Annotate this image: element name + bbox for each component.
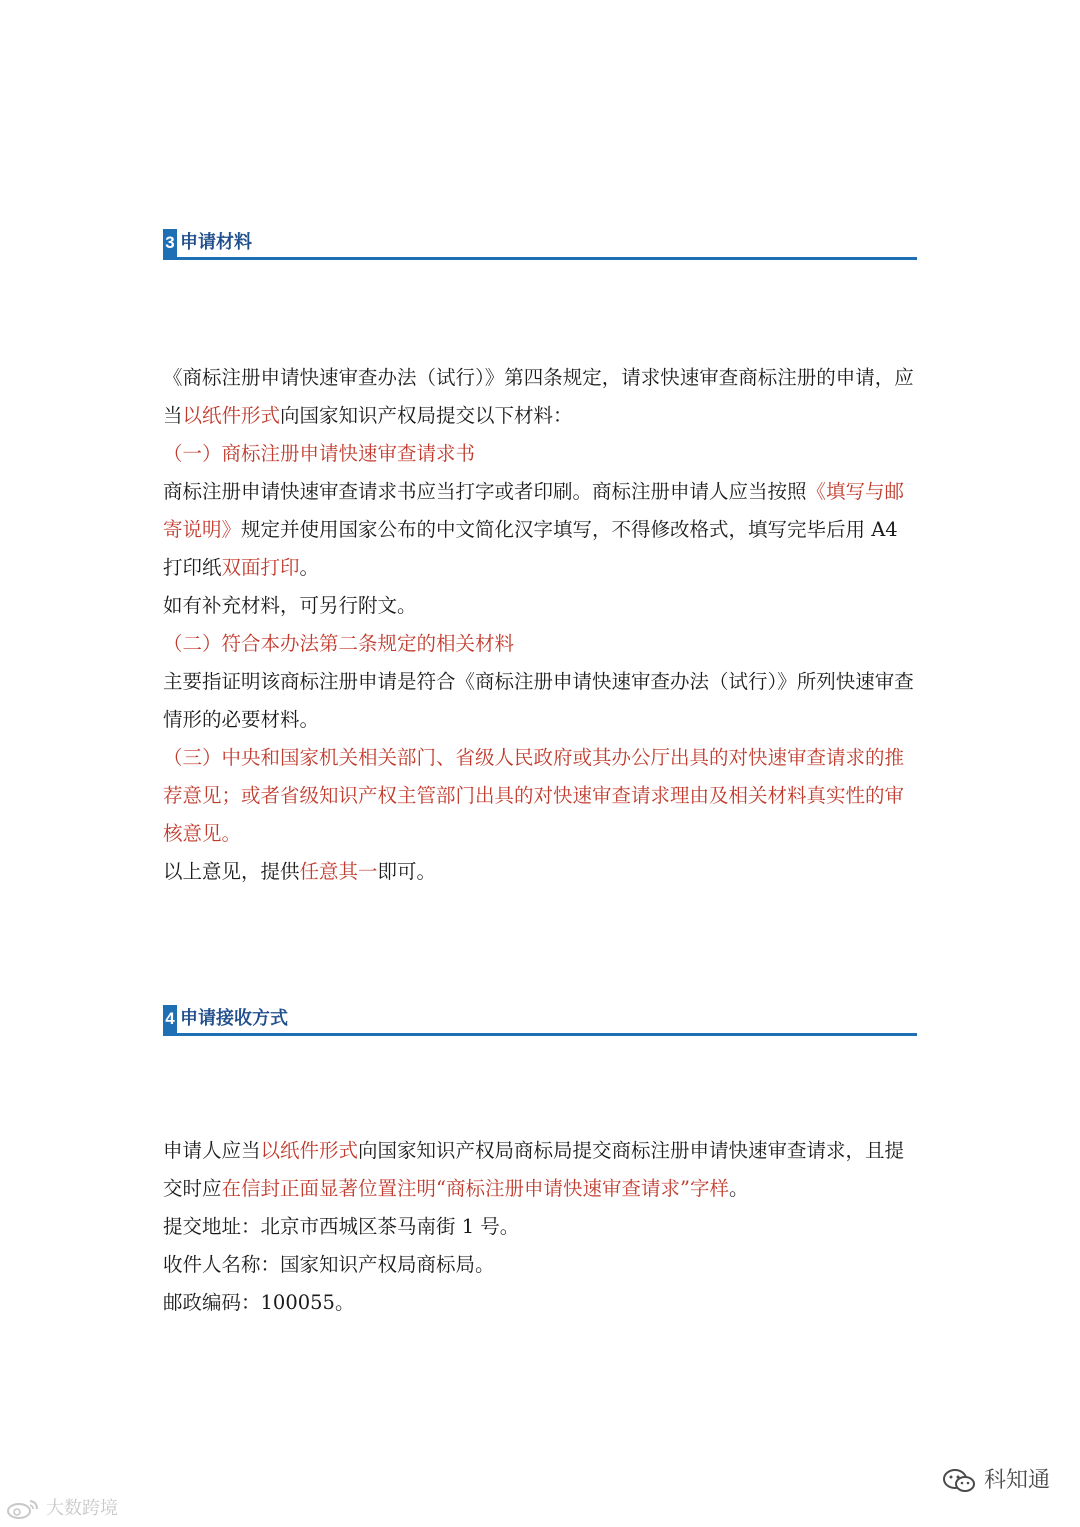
text-run: 规定并使用国家公布的中文简化汉字填写，不得修改格式，填写完毕后用 A4 打印纸: [163, 518, 898, 579]
highlighted-text: 双面打印: [221, 556, 300, 579]
paragraph: [163, 473, 919, 587]
paragraph: [163, 739, 919, 853]
wechat-logo-icon: [942, 1468, 976, 1494]
paragraph: [163, 435, 919, 473]
text-run: 如有补充材料，可另行附文。: [163, 594, 417, 617]
text-run: 提交地址：北京市西城区茶马南街 1 号。: [163, 1215, 520, 1238]
text-run: 主要指证明该商标注册申请是符合《商标注册申请快速审查办法（试行）》所列快速审查情形的必要材料。: [163, 670, 914, 731]
highlighted-text: 以纸件形式: [260, 1139, 359, 1162]
section-3-title: 申请材料: [180, 232, 252, 253]
text-run: 向国家知识产权局商标局提交商标注册申请快速审查请求，且提交时应: [163, 1139, 905, 1200]
watermark-left-text: 大数跨境: [46, 1498, 118, 1519]
text-run: 收件人名称：国家知识产权局商标局。: [163, 1253, 495, 1276]
section-4-number: 4: [163, 1005, 177, 1033]
paragraph: [163, 625, 919, 663]
text-run: 。: [299, 556, 320, 579]
paragraph: [163, 853, 919, 891]
paragraph: [163, 1132, 919, 1208]
text-run: 即可。: [377, 860, 437, 883]
text-run: 。: [728, 1177, 749, 1200]
paragraph: [163, 587, 919, 625]
watermark-left: [6, 1494, 118, 1520]
watermark-right: [942, 1463, 1050, 1494]
paragraph: [163, 1208, 919, 1246]
paragraph: [163, 1284, 919, 1322]
paragraph: [163, 359, 919, 435]
text-run: 商标注册申请快速审查请求书应当打字或者印刷。商标注册申请人应当按照: [163, 480, 807, 503]
text-run: 向国家知识产权局提交以下材料：: [280, 404, 573, 427]
section-4-body: [163, 1132, 919, 1322]
highlighted-text: 以纸件形式: [182, 404, 281, 427]
text-run: 以上意见，提供: [163, 860, 300, 883]
paragraph: [163, 1246, 919, 1284]
section-4-header: [163, 1005, 917, 1036]
highlighted-text: （三）中央和国家机关相关部门、省级人民政府或其办公厅出具的对快速审查请求的推荐意见；或者省级知识产权主管部门出具的对快速审查请求理由及相关材料真实性的审核意见。: [163, 746, 905, 845]
text-run: 申请人应当: [163, 1139, 261, 1162]
text-run: 邮政编码：100055。: [163, 1291, 355, 1314]
highlighted-text: 《填写与邮寄说明》: [163, 480, 905, 541]
paragraph: [163, 663, 919, 739]
section-3-body: [163, 359, 919, 891]
highlighted-text: 在信封正面显著位置注明“商标注册申请快速审查请求”字样: [221, 1177, 729, 1200]
highlighted-text: （二）符合本办法第二条规定的相关材料: [163, 632, 515, 655]
watermark-right-text: 科知通: [983, 1468, 1050, 1493]
highlighted-text: 任意其一: [299, 860, 378, 883]
section-4-title: 申请接收方式: [180, 1008, 288, 1029]
text-run: 《商标注册申请快速审查办法（试行）》第四条规定，请求快速审查商标注册的申请，应当: [163, 366, 914, 427]
weibo-logo-icon: [6, 1498, 40, 1520]
highlighted-text: （一）商标注册申请快速审查请求书: [163, 442, 476, 465]
section-3-header: [163, 229, 917, 260]
section-3-number: 3: [163, 229, 177, 257]
